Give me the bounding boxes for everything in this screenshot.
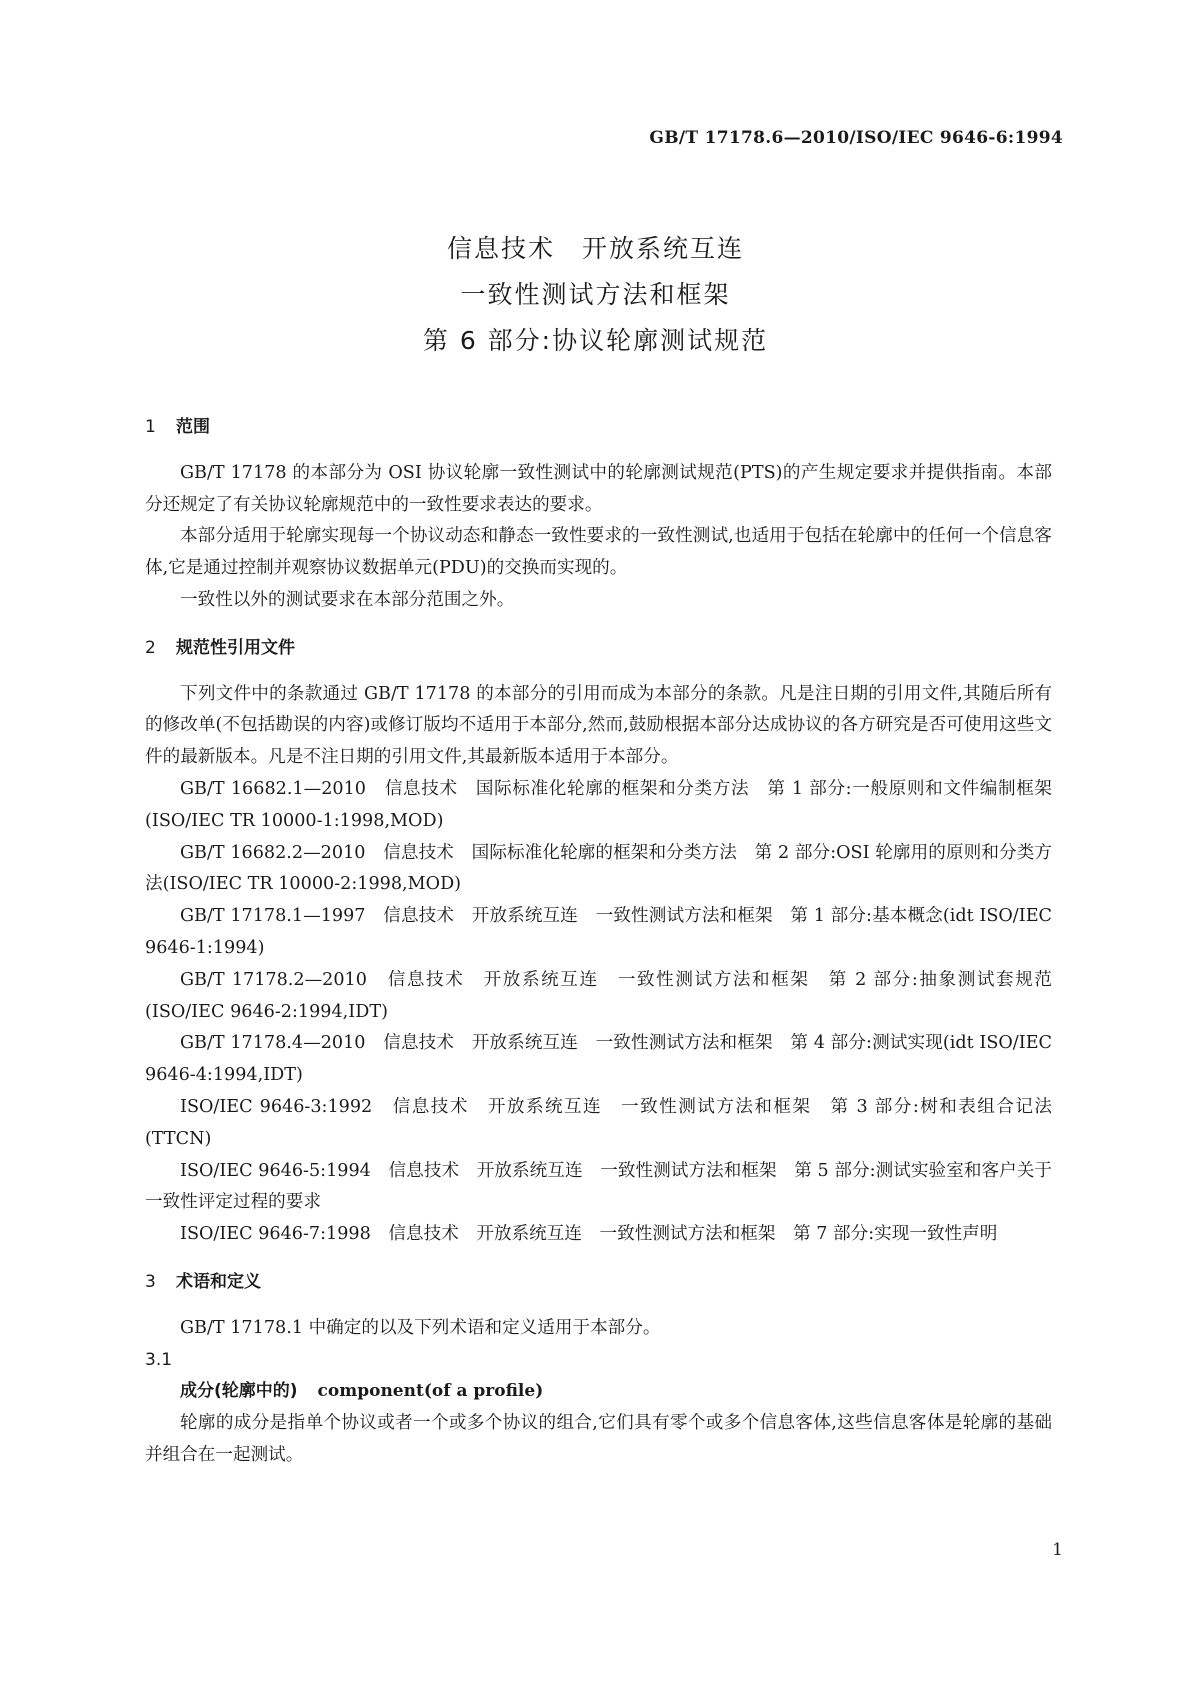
- section-title: 术语和定义: [176, 1271, 261, 1292]
- section-title: 范围: [176, 417, 210, 437]
- term-chinese: 成分(轮廓中的): [180, 1381, 298, 1402]
- title-line-3: 第 6 部分:协议轮廓测试规范: [422, 326, 769, 355]
- section-title: 规范性引用文件: [176, 637, 295, 658]
- title-line-2: 一致性测试方法和框架: [460, 280, 731, 309]
- document-body: [145, 412, 1052, 1472]
- definition: 轮廓的成分是指单个协议或者一个或多个协议的组合,它们具有零个或多个信息客体,这些信息客体是轮廓的基础并组合在一起测试。: [145, 1413, 1052, 1465]
- term-english: component(of a profile): [317, 1381, 544, 1402]
- reference-entry: GB/T 17178.1—1997 信息技术 开放系统互连 一致性测试方法和框架 第 1 部分:基本概念(idt ISO/IEC 9646-1:1994): [145, 906, 1052, 958]
- paragraph: 下列文件中的条款通过 GB/T 17178 的本部分的引用而成为本部分的条款。凡是注日期的引用文件,其随后所有的修改单(不包括勘误的内容)或修订版均不适用于本部分,然而,鼓励根据本部分达成协议的各方研究是否可使用这些文件的最新版本。凡是不注日期的引用文件,其最新版本适用于本部分。: [145, 683, 1052, 768]
- section-number: 2: [145, 637, 156, 658]
- page-number: 1: [1052, 1540, 1063, 1560]
- reference-entry: GB/T 17178.4—2010 信息技术 开放系统互连 一致性测试方法和框架 第 4 部分:测试实现(idt ISO/IEC 9646-4:1994,IDT): [145, 1033, 1052, 1086]
- title-line-1: 信息技术 开放系统互连: [446, 234, 744, 263]
- reference-entry: ISO/IEC 9646-7:1998 信息技术 开放系统互连 一致性测试方法和框架 第 7 部分:实现一致性声明: [180, 1224, 998, 1245]
- section-heading-normative-references: [145, 633, 1052, 665]
- section-heading-terms: [145, 1267, 1052, 1299]
- section-heading-scope: [145, 412, 1052, 444]
- reference-entry: GB/T 16682.1—2010 信息技术 国际标准化轮廓的框架和分类方法 第 1 部分:一般原则和文件编制框架(ISO/IEC TR 10000-1:1998,MOD): [145, 778, 1052, 831]
- document-title: [0, 226, 1191, 364]
- reference-entry: ISO/IEC 9646-3:1992 信息技术 开放系统互连 一致性测试方法和框架 第 3 部分:树和表组合记法(TTCN): [145, 1096, 1052, 1149]
- paragraph: 本部分适用于轮廓实现每一个协议动态和静态一致性要求的一致性测试,也适用于包括在轮廓中的任何一个信息客体,它是通过控制并观察协议数据单元(PDU)的交换而实现的。: [145, 526, 1052, 579]
- reference-entry: ISO/IEC 9646-5:1994 信息技术 开放系统互连 一致性测试方法和框架 第 5 部分:测试实验室和客户关于一致性评定过程的要求: [145, 1160, 1052, 1213]
- reference-entry: GB/T 17178.2—2010 信息技术 开放系统互连 一致性测试方法和框架 第 2 部分:抽象测试套规范(ISO/IEC 9646-2:1994,IDT): [145, 969, 1052, 1022]
- section-number: 3: [145, 1271, 156, 1292]
- paragraph: 一致性以外的测试要求在本部分范围之外。: [180, 589, 515, 610]
- paragraph: GB/T 17178.1 中确定的以及下列术语和定义适用于本部分。: [180, 1317, 661, 1338]
- reference-entry: GB/T 16682.2—2010 信息技术 国际标准化轮廓的框架和分类方法 第 2 部分:OSI 轮廓用的原则和分类方法(ISO/IEC TR 10000-2:1998,MOD): [145, 842, 1052, 895]
- clause-number: 3.1: [145, 1349, 173, 1370]
- paragraph: GB/T 17178 的本部分为 OSI 协议轮廓一致性测试中的轮廓测试规范(PTS)的产生规定要求并提供指南。本部分还规定了有关协议轮廓规范中的一致性要求表达的要求。: [145, 462, 1052, 515]
- term-entry: [145, 1376, 1052, 1408]
- standard-code: GB/T 17178.6—2010/ISO/IEC 9646-6:1994: [649, 128, 1063, 148]
- section-number: 1: [145, 417, 156, 437]
